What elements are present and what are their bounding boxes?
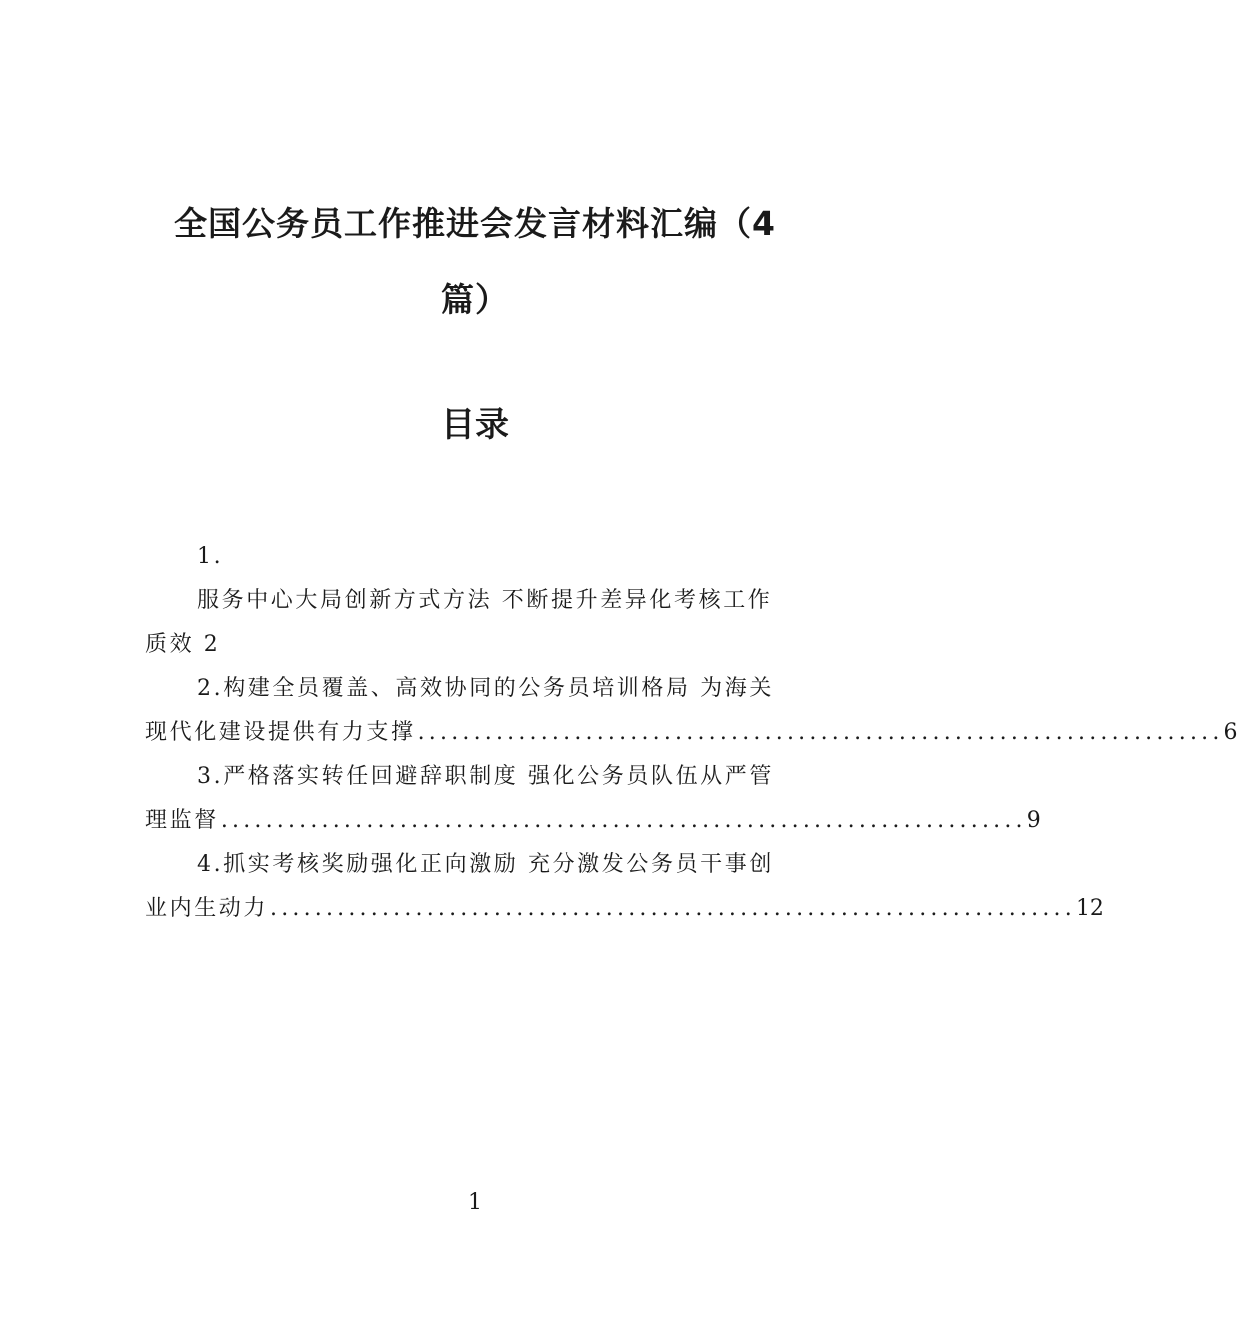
toc-entry-4-title-line-1[interactable]: 4.抓实考核奖励强化正向激励 充分激发公务员干事创 bbox=[197, 852, 774, 877]
page-number: 1 bbox=[468, 1190, 482, 1215]
toc-entry-1-title-line-1[interactable]: 服务中心大局创新方式方法 不断提升差异化考核工作 bbox=[197, 588, 773, 613]
toc-entry-3-page: 9 bbox=[1026, 808, 1041, 833]
toc-entry-2-title-line-1[interactable]: 2.构建全员覆盖、高效协同的公务员培训格局 为海关 bbox=[197, 676, 774, 701]
toc-entry-4-page: 12 bbox=[1075, 896, 1104, 921]
toc-leader-dots: ........................................................................ bbox=[220, 808, 1027, 833]
toc-entry-1-page: 2 bbox=[203, 632, 221, 657]
toc-entry-4-title-line-2[interactable] bbox=[145, 887, 1104, 931]
toc-entry-3-title-line-1[interactable]: 3.严格落实转任回避辞职制度 强化公务员队伍从严管 bbox=[197, 764, 774, 789]
document-title bbox=[145, 186, 805, 338]
document-title-line-1: 全国公务员工作推进会发言材料汇编（4 bbox=[174, 204, 776, 243]
toc-entry-3-title-end: 理监督 bbox=[145, 808, 219, 833]
document-title-line-2: 篇） bbox=[441, 280, 509, 319]
toc-entry-2-page: 6 bbox=[1223, 720, 1238, 745]
toc-entry-4-title-end: 业内生动力 bbox=[145, 896, 269, 921]
toc-entry-3-title-line-2[interactable] bbox=[145, 799, 1041, 843]
toc-heading: 目录 bbox=[441, 405, 509, 445]
toc-entry-1-number[interactable]: 1. bbox=[197, 544, 224, 569]
table-of-contents bbox=[145, 535, 1238, 931]
toc-leader-dots: ........................................................................ bbox=[270, 896, 1076, 921]
toc-entry-1-title-line-2[interactable] bbox=[145, 623, 805, 667]
toc-entry-1-title-end: 质效 bbox=[145, 632, 195, 657]
toc-leader-dots: ........................................................................ bbox=[417, 720, 1224, 745]
toc-entry-2-title-line-2[interactable] bbox=[145, 711, 1238, 755]
toc-entry-2-title-end: 现代化建设提供有力支撑 bbox=[145, 720, 416, 745]
